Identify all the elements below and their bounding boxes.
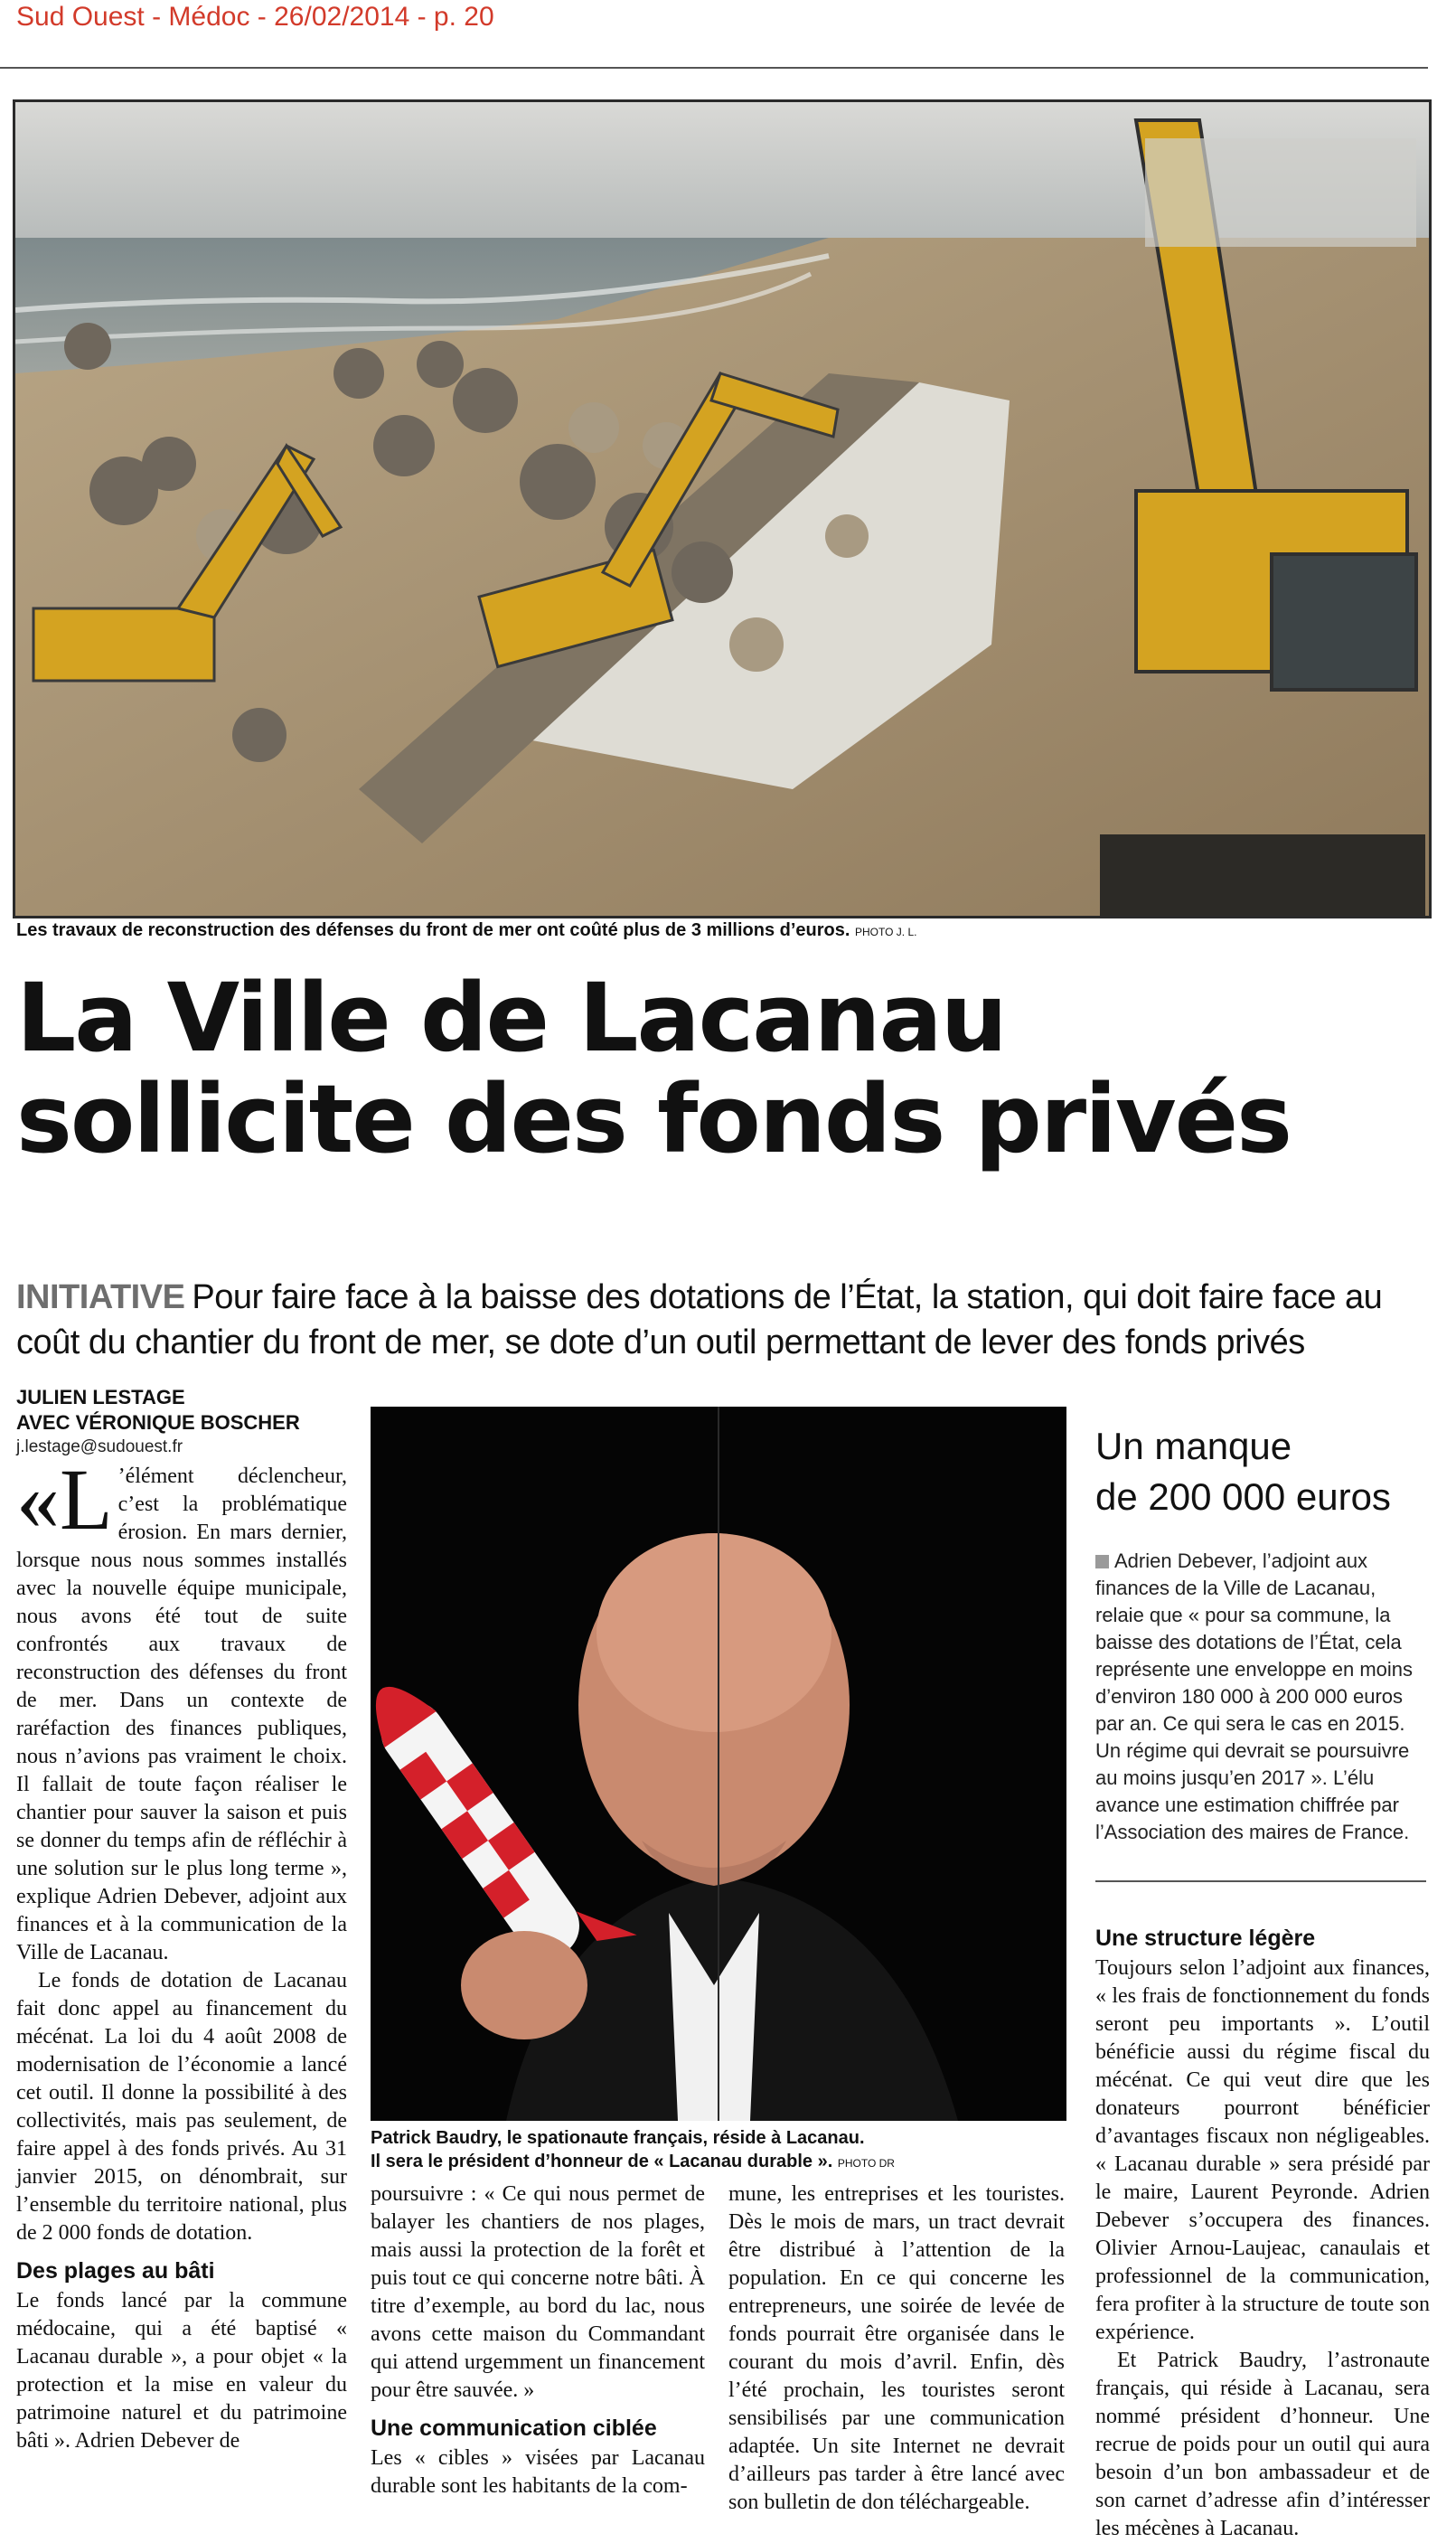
portrait-caption-line-2 — [371, 2150, 1076, 2175]
sidebar-title-line-2: de 200 000 euros — [1095, 1475, 1391, 1518]
portrait-illustration — [371, 1407, 1066, 2121]
photo-caption-text: Les travaux de reconstruction des défenses du front de mer ont coûté plus de 3 millions d’euros. — [16, 920, 850, 940]
article-column-1 — [16, 1451, 347, 2455]
byline-coauthor: AVEC VÉRONIQUE BOSCHER — [16, 1411, 300, 1434]
sidebar-paragraph-1: Toujours selon l’adjoint aux finances, « les frais de fonctionnement du fonds seront peu importants ». L’outil bénéficie aussi du régime fiscal du mécénat. Ce qui veut dire que les donateurs pourront bénéficier d’avantages fiscaux non négligeables. « Lacanau durable » sera présidé par le maire, Laurent Peyronde. Adrien Debever s’occupera des finances. Olivier Arnou-Laujeac, canaulais et professionnel de la communication, fera profiter à la structure de toute son expérience. — [1095, 1956, 1430, 2344]
portrait-photo — [371, 1407, 1066, 2121]
article-column-2 — [371, 2180, 705, 2501]
square-bullet-icon — [1095, 1555, 1109, 1568]
article-paragraph-3: Le fonds lancé par la commune médocaine, qui a été baptisé « Lacanau durable », a pour objet « la protection et la mise en valeur du patrimoine naturel et du patrimoine bâti ». Adrien Debever de — [16, 2289, 347, 2453]
sidebar-title — [1095, 1421, 1430, 1522]
headline-line-2: sollicite des fonds privés — [16, 1064, 1292, 1174]
construction-photo — [13, 99, 1432, 918]
photo-caption — [16, 920, 916, 941]
portrait-credit: PHOTO DR — [837, 2157, 895, 2170]
lede-text: Pour faire face à la baisse des dotations de l’État, la station, qui doit faire face au coût du chantier du front de mer, se dote d’un outil permettant de lever des fonds privés — [16, 1278, 1383, 1361]
article-subhead-2: Une communication ciblée — [371, 2416, 657, 2441]
portrait-caption-line-2-text: Il sera le président d’honneur de « Lacanau durable ». — [371, 2152, 833, 2171]
article-paragraph-1 — [16, 1451, 347, 1967]
sidebar-divider — [1095, 1880, 1426, 1882]
article-paragraph-2: Le fonds de dotation de Lacanau fait donc appel au financement du mécénat. La loi du 4 août 2008 de modernisation de l’économie a lancé cet outil. Il donne la possibilité à des collectivités, mais pas seulement, de faire appel à des fonds privés. Au 31 janvier 2015, on dénombrait, sur l’ensemble du territoire national, plus de 2 000 fonds de dotation. — [16, 1969, 347, 2245]
article-paragraph-4: poursuivre : « Ce qui nous permet de balayer les chantiers de nos plages, mais aussi la protection de la forêt et puis tout ce qui concerne notre bâti. À titre d’exemple, au bord du lac, nous avons cette maison du Commandant qui attend urgemment un financement pour être sauvée. » — [371, 2182, 705, 2402]
sidebar-title-line-1: Un manque — [1095, 1425, 1292, 1467]
article-paragraph-6: mune, les entreprises et les touristes. Dès le mois de mars, un tract devrait être distribué à l’attention de la population. En ce qui concerne les entrepreneurs, une soirée de levée de fonds pourrait être organisée dans le courant du mois d’avril. Enfin, dès l’été prochain, les touristes seront sensibilisés par une communication adaptée. Un site Internet ne devrait d’ailleurs pas tarder à être lancé avec son bulletin de don téléchargeable. — [728, 2182, 1065, 2514]
byline — [16, 1385, 300, 1436]
portrait-caption-line-1: Patrick Baudry, le spationaute français, réside à Lacanau. — [371, 2128, 865, 2148]
sidebar-paragraph-2: Et Patrick Baudry, l’astronaute français, qui réside à Lacanau, sera nommé président d’honneur. Une recrue de poids pour un outil qui aura besoin d’un bon ambassadeur et de son carnet d’adresse afin d’intéresser les mécènes à Lacanau. — [1095, 2349, 1430, 2540]
sidebar-intro — [1095, 1548, 1430, 1846]
author-email: j.lestage@sudouest.fr — [16, 1437, 183, 1456]
article-paragraph-1-text: ’élément déclencheur, c’est la problématique érosion. En mars dernier, lorsque nous nous sommes installés avec la nouvelle équipe municipale, nous avons été tout de suite confrontés aux travaux de reconstruction des défenses du front de mer. Dans un contexte de raréfaction des finances publiques, nous n’avions pas vraiment le choix. Il fallait de toute façon réaliser le chantier pour sauver la saison et puis se donner du temps afin de réfléchir à une solution sur le plus long terme », explique Adrien Debever, adjoint aux finances et à la communication de la Ville de Lacanau. — [16, 1465, 347, 1964]
article-paragraph-5: Les « cibles » visées par Lacanau durable sont les habitants de la com- — [371, 2446, 705, 2498]
lede-kicker: INITIATIVE — [16, 1278, 185, 1316]
lede — [16, 1275, 1426, 1365]
sidebar-body — [1095, 1915, 1430, 2543]
sidebar-subhead: Une structure légère — [1095, 1926, 1316, 1951]
sidebar-intro-text: Adrien Debever, l’adjoint aux finances de la Ville de Lacanau, relaie que « pour sa commune, la baisse des dotations de l’État, cela représente une enveloppe en moins d’environ 180 000 à 200 000 euros par an. Ce qui sera le cas en 2015. Un régime qui devrait se poursuivre au moins jusqu’en 2017 ». L’élu avance une estimation chiffrée par l’Association des maires de France. — [1095, 1549, 1414, 1843]
construction-photo-illustration — [15, 102, 1429, 916]
portrait-caption — [371, 2126, 1076, 2175]
headline-line-1: La Ville de Lacanau — [16, 963, 1006, 1073]
article-subhead-1: Des plages au bâti — [16, 2258, 215, 2284]
header-divider — [0, 67, 1428, 69]
byline-author: JULIEN LESTAGE — [16, 1386, 185, 1408]
article-column-3 — [728, 2180, 1065, 2517]
page-header: Sud Ouest - Médoc - 26/02/2014 - p. 20 — [16, 2, 494, 32]
article-dropcap: «L — [16, 1451, 113, 1548]
headline — [16, 963, 1426, 1174]
photo-credit: PHOTO J. L. — [854, 926, 917, 938]
